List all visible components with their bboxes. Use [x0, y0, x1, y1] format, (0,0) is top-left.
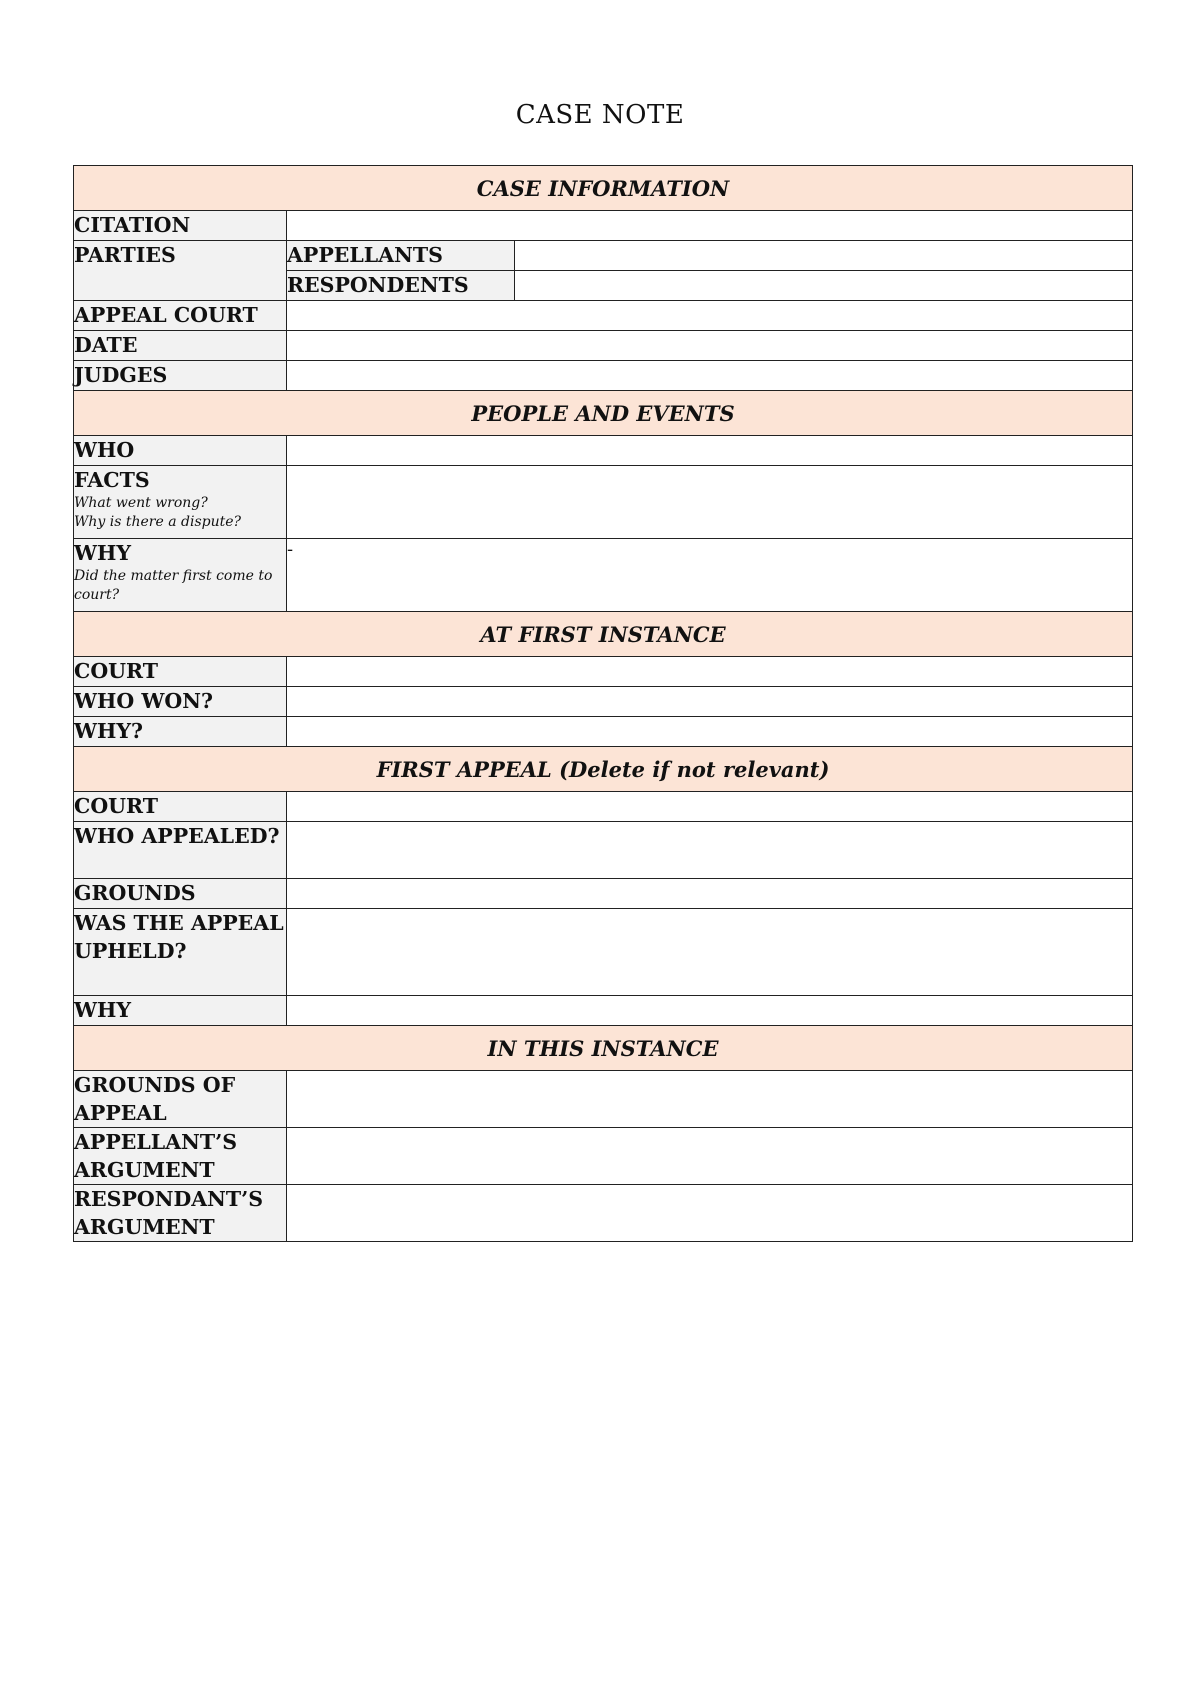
who-label: WHO — [74, 436, 287, 466]
grounds-field[interactable] — [287, 879, 1133, 909]
grounds-of-appeal-label: GROUNDS OF APPEAL — [74, 1071, 287, 1128]
first-instance-court-label: COURT — [74, 657, 287, 687]
was-upheld-field[interactable] — [287, 909, 1133, 996]
appeal-court-field[interactable] — [287, 301, 1133, 331]
judges-label: JUDGES — [74, 361, 287, 391]
first-appeal-court-field[interactable] — [287, 792, 1133, 822]
appellants-label: APPELLANTS — [287, 241, 515, 271]
who-appealed-field[interactable] — [287, 822, 1133, 879]
respondents-field[interactable] — [515, 271, 1133, 301]
why-hint: Did the matter first come to court? — [74, 568, 273, 603]
citation-field[interactable] — [287, 211, 1133, 241]
was-upheld-label: WAS THE APPEAL UPHELD? — [74, 909, 287, 996]
who-appealed-label: WHO APPEALED? — [74, 822, 287, 879]
date-label: DATE — [74, 331, 287, 361]
first-instance-why-field[interactable] — [287, 717, 1133, 747]
first-appeal-why-label: WHY — [74, 996, 287, 1026]
why-label: WHY — [74, 541, 132, 565]
first-appeal-court-label: COURT — [74, 792, 287, 822]
facts-field[interactable] — [287, 466, 1133, 539]
facts-label: FACTS — [74, 468, 150, 492]
appeal-court-label: APPEAL COURT — [74, 301, 287, 331]
why-field[interactable]: - — [287, 539, 1133, 612]
facts-hint-2: Why is there a dispute? — [74, 514, 242, 530]
judges-field[interactable] — [287, 361, 1133, 391]
respondents-argument-field[interactable] — [287, 1185, 1133, 1242]
why-label-cell — [74, 539, 287, 612]
grounds-label: GROUNDS — [74, 879, 287, 909]
who-field[interactable] — [287, 436, 1133, 466]
appellants-field[interactable] — [515, 241, 1133, 271]
who-won-label: WHO WON? — [74, 687, 287, 717]
section-header-in-this-instance: IN THIS INSTANCE — [74, 1026, 1133, 1071]
date-field[interactable] — [287, 331, 1133, 361]
section-header-first-appeal: FIRST APPEAL (Delete if not relevant) — [74, 747, 1133, 792]
first-appeal-why-field[interactable] — [287, 996, 1133, 1026]
who-won-field[interactable] — [287, 687, 1133, 717]
grounds-of-appeal-field[interactable] — [287, 1071, 1133, 1128]
appellants-argument-field[interactable] — [287, 1128, 1133, 1185]
citation-label: CITATION — [74, 211, 287, 241]
respondents-label: RESPONDENTS — [287, 271, 515, 301]
section-header-people-and-events: PEOPLE AND EVENTS — [74, 391, 1133, 436]
facts-hint-1: What went wrong? — [74, 495, 208, 511]
appellants-argument-label: APPELLANT’S ARGUMENT — [74, 1128, 287, 1185]
page-title: CASE NOTE — [515, 100, 685, 130]
respondents-argument-label: RESPONDANT’S ARGUMENT — [74, 1185, 287, 1242]
facts-label-cell — [74, 466, 287, 539]
first-instance-why-label: WHY? — [74, 717, 287, 747]
section-header-case-information: CASE INFORMATION — [74, 166, 1133, 211]
parties-label: PARTIES — [74, 241, 287, 301]
section-header-at-first-instance: AT FIRST INSTANCE — [74, 612, 1133, 657]
case-note-form — [73, 165, 1133, 1242]
first-instance-court-field[interactable] — [287, 657, 1133, 687]
